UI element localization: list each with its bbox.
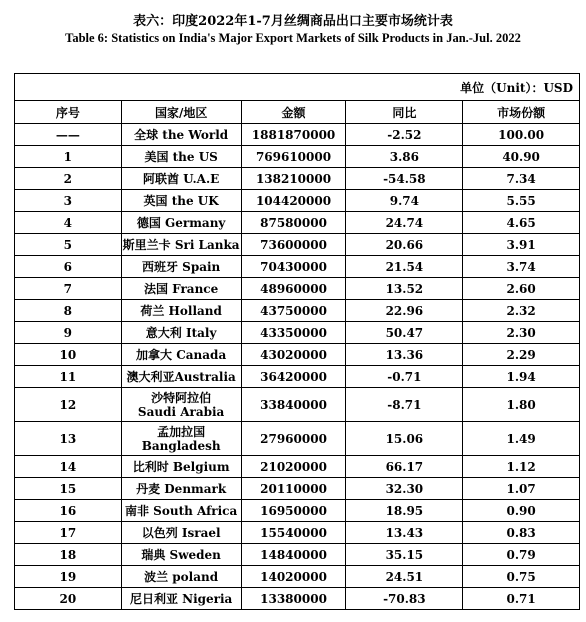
row-yoy: 21.54 (346, 256, 463, 278)
table-title-chinese: 表六：印度2022年1-7月丝绸商品出口主要市场统计表 (133, 14, 453, 29)
row-yoy: 66.17 (346, 456, 463, 478)
row-number: 11 (15, 366, 122, 388)
row-yoy: 3.86 (346, 146, 463, 168)
row-number: 14 (15, 456, 122, 478)
table-row (15, 146, 580, 168)
country-name: 西班牙 Spain (141, 259, 221, 274)
country-name: 瑞典 Sweden (141, 547, 221, 562)
row-share: 40.90 (463, 146, 580, 168)
header-number: 序号 (15, 101, 122, 124)
country-name-english: Bangladesh (141, 438, 221, 453)
row-share: 1.12 (463, 456, 580, 478)
row-share: 1.80 (463, 388, 580, 422)
row-yoy: 24.51 (346, 566, 463, 588)
row-country (121, 522, 241, 544)
row-country (121, 168, 241, 190)
row-amount: 36420000 (241, 366, 346, 388)
unit-row (15, 74, 580, 101)
row-amount: 21020000 (241, 456, 346, 478)
row-number: 16 (15, 500, 122, 522)
table-row (15, 366, 580, 388)
table-row (15, 322, 580, 344)
country-name: 加拿大 Canada (136, 347, 227, 362)
table-body (15, 124, 580, 610)
row-yoy: 20.66 (346, 234, 463, 256)
row-share: 3.74 (463, 256, 580, 278)
table-row (15, 190, 580, 212)
header-row (15, 101, 580, 124)
row-amount: 33840000 (241, 388, 346, 422)
country-name: 波兰 poland (144, 569, 219, 584)
row-amount: 43350000 (241, 322, 346, 344)
table-row (15, 212, 580, 234)
table-row (15, 234, 580, 256)
row-amount: 1881870000 (241, 124, 346, 146)
row-amount: 20110000 (241, 478, 346, 500)
row-yoy: 15.06 (346, 422, 463, 456)
row-share: 100.00 (463, 124, 580, 146)
row-amount: 14840000 (241, 544, 346, 566)
country-name: 孟加拉国 (157, 424, 206, 439)
table-row (15, 278, 580, 300)
row-share: 5.55 (463, 190, 580, 212)
country-name: 英国 the UK (143, 193, 219, 208)
header-yoy: 同比 (346, 101, 463, 124)
row-country (121, 544, 241, 566)
row-yoy: -2.52 (346, 124, 463, 146)
header-amount: 金额 (241, 101, 346, 124)
row-country (121, 588, 241, 610)
row-yoy: 9.74 (346, 190, 463, 212)
row-number: 2 (15, 168, 122, 190)
row-country (121, 366, 241, 388)
table-row (15, 500, 580, 522)
row-country (121, 212, 241, 234)
table-row (15, 478, 580, 500)
table-titles (0, 0, 586, 46)
country-name: 沙特阿拉伯 (151, 390, 212, 405)
row-yoy: 22.96 (346, 300, 463, 322)
row-share: 2.30 (463, 322, 580, 344)
country-name-english: Saudi Arabia (137, 404, 225, 419)
row-number: 20 (15, 588, 122, 610)
table-row (15, 388, 580, 422)
row-number: 15 (15, 478, 122, 500)
row-yoy: 13.43 (346, 522, 463, 544)
row-amount: 13380000 (241, 588, 346, 610)
row-number: 19 (15, 566, 122, 588)
country-name: 澳大利亚Australia (126, 369, 236, 384)
row-number: 17 (15, 522, 122, 544)
row-number: 7 (15, 278, 122, 300)
row-amount: 43020000 (241, 344, 346, 366)
row-number: 9 (15, 322, 122, 344)
row-share: 0.79 (463, 544, 580, 566)
table-row (15, 256, 580, 278)
row-share: 0.83 (463, 522, 580, 544)
row-share: 4.65 (463, 212, 580, 234)
row-country (121, 234, 241, 256)
row-yoy: 24.74 (346, 212, 463, 234)
row-number: 4 (15, 212, 122, 234)
row-number: —— (15, 124, 122, 146)
row-number: 5 (15, 234, 122, 256)
country-name: 丹麦 Denmark (136, 481, 227, 496)
row-amount: 138210000 (241, 168, 346, 190)
header-country: 国家/地区 (121, 101, 241, 124)
row-yoy: -54.58 (346, 168, 463, 190)
row-country (121, 256, 241, 278)
row-amount: 48960000 (241, 278, 346, 300)
row-share: 2.29 (463, 344, 580, 366)
country-name: 比利时 Belgium (132, 459, 230, 474)
row-yoy: -0.71 (346, 366, 463, 388)
table-row (15, 522, 580, 544)
country-name: 荷兰 Holland (140, 303, 222, 318)
row-amount: 769610000 (241, 146, 346, 168)
row-country (121, 566, 241, 588)
row-amount: 15540000 (241, 522, 346, 544)
country-name: 全球 the World (134, 127, 229, 142)
row-yoy: 50.47 (346, 322, 463, 344)
row-yoy: 13.52 (346, 278, 463, 300)
row-share: 2.60 (463, 278, 580, 300)
row-country (121, 478, 241, 500)
row-country (121, 124, 241, 146)
row-number: 3 (15, 190, 122, 212)
row-country (121, 146, 241, 168)
unit-label: 单位（Unit）：USD (15, 74, 580, 101)
country-name: 法国 France (144, 281, 219, 296)
row-yoy: 32.30 (346, 478, 463, 500)
table-row (15, 124, 580, 146)
row-share: 1.07 (463, 478, 580, 500)
country-name: 阿联酋 U.A.E (142, 171, 220, 186)
row-amount: 104420000 (241, 190, 346, 212)
row-number: 13 (15, 422, 122, 456)
row-amount: 73600000 (241, 234, 346, 256)
row-number: 8 (15, 300, 122, 322)
row-country (121, 322, 241, 344)
row-number: 10 (15, 344, 122, 366)
country-name: 尼日利亚 Nigeria (129, 591, 233, 606)
table-row (15, 544, 580, 566)
row-share: 0.75 (463, 566, 580, 588)
row-share: 2.32 (463, 300, 580, 322)
row-amount: 16950000 (241, 500, 346, 522)
table-row (15, 588, 580, 610)
row-country (121, 190, 241, 212)
row-yoy: 13.36 (346, 344, 463, 366)
row-amount: 43750000 (241, 300, 346, 322)
row-yoy: 35.15 (346, 544, 463, 566)
row-yoy: -70.83 (346, 588, 463, 610)
row-country (121, 500, 241, 522)
table-row (15, 168, 580, 190)
row-number: 18 (15, 544, 122, 566)
country-name: 美国 the US (144, 149, 218, 164)
row-number: 12 (15, 388, 122, 422)
row-share: 1.94 (463, 366, 580, 388)
table-row (15, 344, 580, 366)
header-share: 市场份额 (463, 101, 580, 124)
row-share: 3.91 (463, 234, 580, 256)
country-name: 意大利 Italy (145, 325, 217, 340)
row-share: 1.49 (463, 422, 580, 456)
row-amount: 87580000 (241, 212, 346, 234)
table-row (15, 566, 580, 588)
row-amount: 27960000 (241, 422, 346, 456)
row-number: 6 (15, 256, 122, 278)
row-amount: 14020000 (241, 566, 346, 588)
country-name: 德国 Germany (136, 215, 226, 230)
row-country (121, 278, 241, 300)
table-row (15, 422, 580, 456)
row-country (121, 344, 241, 366)
row-share: 0.90 (463, 500, 580, 522)
country-name: 以色列 Israel (141, 525, 221, 540)
row-country (121, 300, 241, 322)
row-country (121, 388, 241, 422)
row-country (121, 422, 241, 456)
row-number: 1 (15, 146, 122, 168)
row-amount: 70430000 (241, 256, 346, 278)
row-yoy: 18.95 (346, 500, 463, 522)
country-name: 斯里兰卡 Sri Lanka (122, 237, 240, 252)
row-share: 7.34 (463, 168, 580, 190)
row-share: 0.71 (463, 588, 580, 610)
table-title-english: Table 6: Statistics on India's Major Export Markets of Silk Products in Jan.-Jul. 2022 (65, 31, 521, 45)
export-markets-table (14, 73, 580, 610)
table-row (15, 300, 580, 322)
table-row (15, 456, 580, 478)
row-country (121, 456, 241, 478)
country-name: 南非 South Africa (125, 503, 238, 518)
row-yoy: -8.71 (346, 388, 463, 422)
